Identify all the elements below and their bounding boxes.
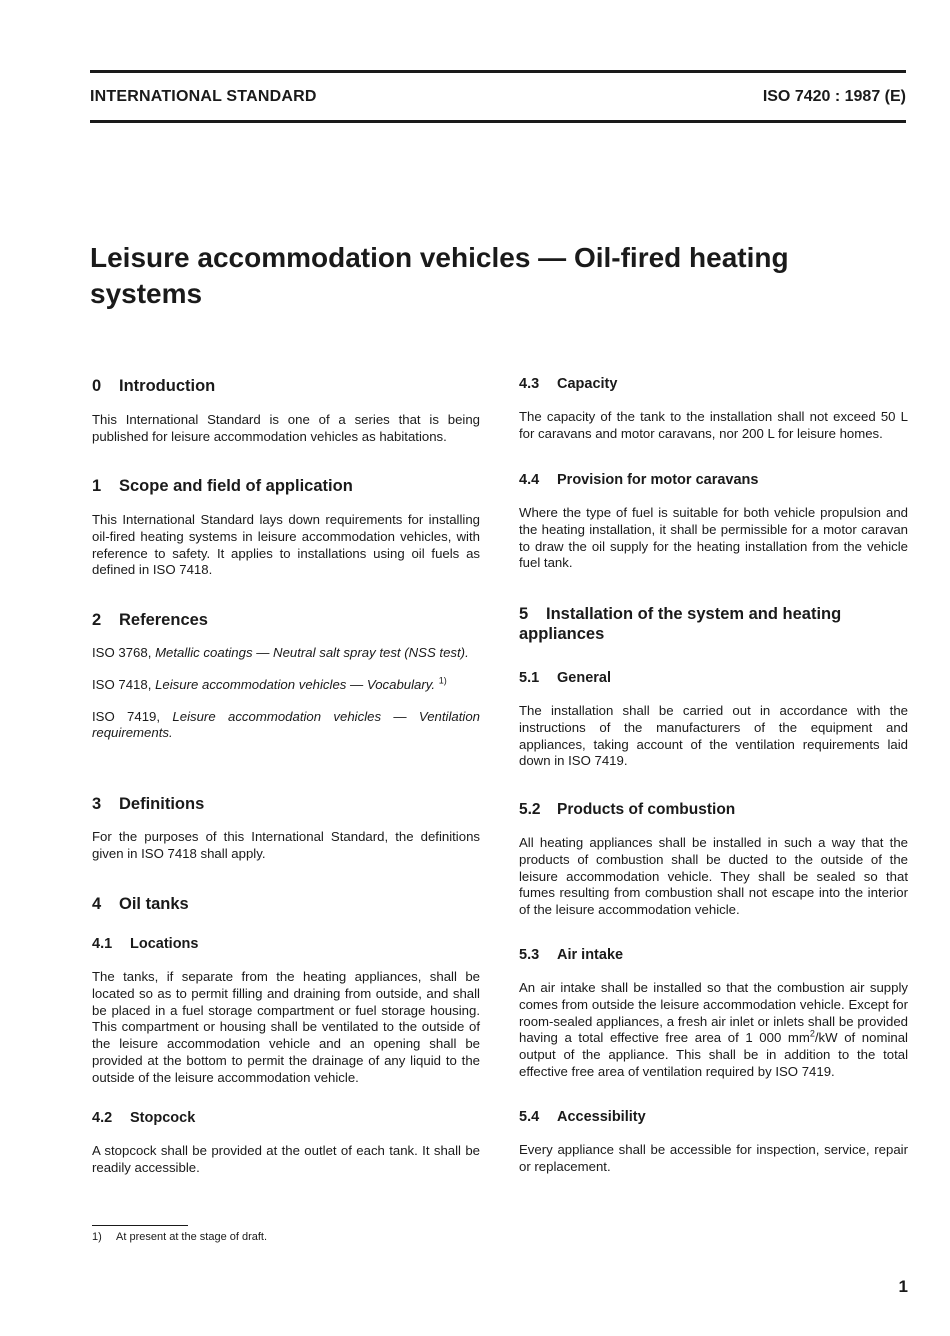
section-text: An air intake shall be installed so that the combustion air supply comes from outside the leisure accommodation vehicle. Except for room-sealed appliances, a fresh air inlet or inlets shall be provided having a total effective free area of 1 000 $mm^2/kW$ of nominal output of the appliance. This shall be in addition to the total effective free area of ventilation required by ISO 7419.	[519, 980, 908, 1079]
section-heading: 3 Definitions	[92, 795, 205, 813]
section-5-3	[519, 946, 908, 1081]
subsection-heading: 4.3 Capacity	[519, 376, 618, 392]
standard-type-label: INTERNATIONAL STANDARD	[90, 88, 317, 105]
footnote-rule	[92, 1225, 188, 1226]
standard-number: ISO 7420 : 1987 (E)	[762, 88, 906, 105]
section-4-2	[92, 1109, 480, 1177]
reference-item: ISO 7419, Leisure accommodation vehicles — Ventilation requirements.	[92, 708, 480, 741]
document-title: Leisure accommodation vehicles — Oil-fired heating systems	[90, 242, 789, 309]
section-4-3	[519, 375, 908, 443]
section-4-4	[519, 471, 908, 572]
section-5-4	[519, 1108, 908, 1176]
subsection-heading: 4.4 Provision for motor caravans	[519, 472, 759, 488]
section-3	[92, 794, 480, 863]
section-text: For the purposes of this International Standard, the definitions given in ISO 7418 shall apply.	[92, 829, 480, 861]
footnote-marker: 1)	[438, 675, 447, 686]
subsection-heading: 4.1 Locations	[92, 936, 199, 952]
section-text: This International Standard lays down requirements for installing oil-fired heating systems in leisure accommodation vehicles, with reference to safety. It applies to installations using oil fuels as defined in ISO 7418.	[92, 512, 480, 578]
section-2	[92, 610, 480, 742]
subsection-heading: 5.1 General	[519, 670, 611, 686]
header-top-rule	[90, 70, 906, 73]
section-text: The tanks, if separate from the heating appliances, shall be located so as to permit filling and draining from outside, and shall be placed in a fuel storage compartment or fuel storage housing. This compartment or housing shall be ventilated to the outside of the leisure accommodation vehicle and an opening shall be provided at the bottom to permit the drainage of any liquid to the outside of the leisure accommodation vehicle.	[92, 969, 480, 1085]
section-heading: 4 Oil tanks	[92, 895, 189, 913]
section-5-2	[519, 800, 908, 919]
section-text: The installation shall be carried out in accordance with the instructions of the manufacturers of the equipment and appliances, taking account of the ventilation requirements laid down in ISO 7419.	[519, 703, 908, 769]
section-heading: 0 Introduction	[92, 377, 216, 395]
subsection-heading: 5.3 Air intake	[519, 947, 624, 963]
section-5	[519, 604, 908, 644]
section-5-1	[519, 669, 908, 770]
header-bottom-rule	[90, 120, 906, 123]
section-text: A stopcock shall be provided at the outlet of each tank. It shall be readily accessible.	[92, 1143, 480, 1175]
section-heading: 2 References	[92, 611, 208, 629]
section-text: This International Standard is one of a series that is being published for leisure accommodation vehicles as habitations.	[92, 412, 480, 444]
footnote: 1) At present at the stage of draft.	[92, 1231, 268, 1243]
section-0	[92, 376, 480, 446]
section-text: All heating appliances shall be installed in such a way that the products of combustion shall be ducted to the outside of the leisure accommodation vehicle. They shall be sealed so that fumes resulting from combustion shall not escape into the interior of the leisure accommodation vehicle.	[519, 835, 908, 918]
section-text: Every appliance shall be accessible for inspection, service, repair or replacement.	[519, 1142, 908, 1174]
section-1	[92, 476, 480, 579]
subsection-heading: 5.4 Accessibility	[519, 1109, 646, 1125]
section-heading: 5 Installation of the system and heating appliances	[519, 605, 842, 643]
section-text: Where the type of fuel is suitable for both vehicle propulsion and the heating installation, it shall be permissible for a motor caravan to draw the oil supply for the heating installation from the vehicle fuel tank.	[519, 505, 908, 571]
page-number: 1	[898, 1277, 908, 1296]
subsection-heading: 4.2 Stopcock	[92, 1110, 196, 1126]
section-4	[92, 894, 480, 914]
section-4-1	[92, 935, 480, 1087]
reference-item: ISO 3768, Metallic coatings — Neutral salt spray test (NSS test).	[92, 645, 469, 660]
section-text: The capacity of the tank to the installation shall not exceed 50 L for caravans and motor caravans, nor 200 L for leisure homes.	[519, 409, 908, 441]
section-heading: 1 Scope and field of application	[92, 477, 353, 495]
subsection-heading: 5.2 Products of combustion	[519, 801, 736, 818]
reference-item: ISO 7418, Leisure accommodation vehicles — Vocabulary. $^{1)}$	[92, 675, 447, 692]
